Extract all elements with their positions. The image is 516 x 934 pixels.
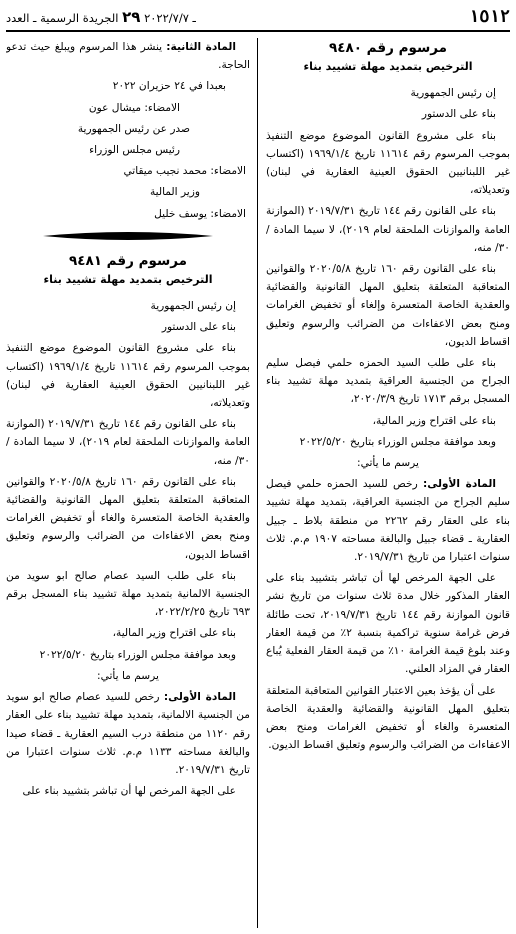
column-divider [257, 38, 258, 928]
paragraph: بناء على القانون رقم ١٦٠ تاريخ ٢٠٢٠/٥/٨ والقوانين المتعاقبة المتعلقة بتعليق المهل القانونية والقضائية والعقدية الخاصة المتعسرة وإلغاء أو تخفيض الغرامات ومنح بعض الاعفاءات من الضرائب والرسوم وتعليق اقساط الديون، [266, 263, 510, 348]
finance-minister-title: وزير المالية [149, 186, 200, 199]
issue-number: ٢٩ [122, 8, 141, 26]
section-divider [6, 229, 250, 243]
gazette-name: الجريدة الرسمية ـ العدد [6, 11, 119, 25]
issue-date: ـ ٢٠٢٢/٧/٧ [144, 11, 196, 25]
article-label: المادة الثانية: [166, 41, 236, 53]
decree-title: مرسوم رقم ٩٤٨١ [69, 252, 187, 269]
article-one [266, 475, 510, 566]
decree-title: مرسوم رقم ٩٤٨٠ [329, 40, 447, 56]
signature-finance: الامضاء: يوسف خليل [154, 207, 246, 220]
decree-subtitle: الترخيص بتمديد مهلة تشييد بناء [43, 272, 213, 286]
paragraph: بناء على اقتراح وزير المالية، [372, 414, 496, 427]
signature-president: الامضاء: ميشال عون [88, 101, 180, 114]
paragraph: على الجهة المرخص لها أن تباشر بتشييد بناء على العقار المذكور خلال مدة ثلاث سنوات من تاريخ نشر قانون الموازنة رقم ١٤٤ تاريخ ٢٠١٩/٧/٣١، تحت طائلة فرض غرامة سنوية تراكمية بنسبة ٢٪ من قيمة العقار وعند بلوغ قيمة الغرامة ١٠٪ من قيمة العقار الفعلية يُباع العقار في المزاد العلني. [266, 572, 510, 676]
decree-subtitle: الترخيص بتمديد مهلة تشييد بناء [303, 60, 473, 73]
pm-title: رئيس مجلس الوزراء [89, 144, 180, 157]
paragraph: بناء على مشروع القانون الموضوع موضع التنفيذ بموجب المرسوم رقم ١١٦١٤ تاريخ ١٩٦٩/١/٤ (اكتساب غير اللبنانيين الحقوق العينية العقارية في لبنان) وتعديلاته، [6, 342, 250, 410]
issued-by: صدر عن رئيس الجمهورية [77, 122, 190, 135]
paragraph: وبعد موافقة مجلس الوزراء بتاريخ ٢٠٢٢/٥/٢٠ [299, 435, 496, 448]
left-column [6, 38, 250, 928]
paragraph: بناء على طلب السيد الحمزه حلمي فيصل سليم الجراح من الجنسية العراقية بتمديد مهلة تشييد بناء المسجل برقم ١٧١٣ تاريخ ٢٠٢٠/٣/٩، [266, 357, 510, 406]
signature-pm: الامضاء: محمد نجيب ميقاتي [123, 165, 246, 178]
divider-ornament [43, 230, 213, 242]
gazette-issue-line [6, 8, 196, 26]
article-text: رخص للسيد الحمزه حلمي فيصل سليم الجراح من الجنسية العراقية، بتمديد مهلة تشييد بناء على العقار رقم ٢٢٦٢ من منطقة بلاط ـ جبيل العقارية ـ قضاء جبيل والبالغة مساحته ١٩٠٧ م.م. ثلاث سنوات اعتبارا من تاريخ ٢٠١٩/٧/٣١. [266, 478, 510, 564]
paragraph: بناء على الدستور [421, 108, 496, 121]
article-two [6, 38, 250, 74]
article-label: المادة الأولى: [422, 478, 496, 491]
paragraph: بناء على طلب السيد عصام صالح ابو سويد من الجنسية الالمانية بتمديد مهلة تشييد بناء المسجل برقم ٦٩٣ تاريخ ٢٠٢٢/٢/٢٥، [6, 569, 250, 619]
article-one [6, 688, 250, 779]
right-column [266, 38, 510, 928]
paragraph: بناء على الدستور [161, 321, 236, 334]
article-text: ينشر هذا المرسوم ويبلغ حيث تدعو الحاجة. [6, 41, 250, 72]
paragraph: بناء على القانون رقم ١٤٤ تاريخ ٢٠١٩/٧/٣١ (الموازنة العامة والموازنات الملحقة لعام ٢٠١٩)، لا سيما المادة /٣٠/ منه، [6, 418, 250, 467]
paragraph: إن رئيس الجمهورية [150, 300, 236, 313]
article-label: المادة الأولى: [163, 691, 237, 704]
paragraph: على أن يؤخذ بعين الاعتبار القوانين المتعاقبة المتعلقة بتعليق المهل القانونية والقضائية والعقدية الخاصة المتعسرة والغاء أو تخفيض الغرامات ومنح بعض الاعفاءات من الضرائب والرسوم وتعليق اقساط الديون. [266, 684, 510, 752]
paragraph: بناء على القانون رقم ١٤٤ تاريخ ٢٠١٩/٧/٣١ (الموازنة العامة والموازنات الملحقة لعام ٢٠١٩)، لا سيما المادة /٣٠/ منه، [266, 205, 510, 254]
page-header [6, 4, 510, 32]
paragraph: بناء على مشروع القانون الموضوع موضع التنفيذ بموجب المرسوم رقم ١١٦١٤ تاريخ ١٩٦٩/١/٤ (اكتساب غير اللبنانيين الحقوق العينية العقارية في لبنان) وتعديلاته، [266, 129, 510, 197]
paragraph: وبعد موافقة مجلس الوزراء بتاريخ ٢٠٢٢/٥/٢٠ [39, 648, 236, 661]
paragraph: بناء على القانون رقم ١٦٠ تاريخ ٢٠٢٠/٥/٨ والقوانين المتعاقبة المتعلقة بتعليق المهل القانونية والقضائية والعقدية الخاصة المتعسرة والغاء أو تخفيض الغرامات ومنح بعض الاعفاءات من الضرائب والرسوم وتعليق اقساط الديون، [6, 475, 250, 561]
paragraph: بناء على اقتراح وزير المالية، [112, 627, 236, 640]
decree-clause: يرسم ما يأتي: [357, 457, 419, 470]
article-text: رخص للسيد عصام صالح ابو سويد من الجنسية الالمانية، بتمديد مهلة تشييد بناء على العقار رقم ١١٢٠ من منطقة درب السيم العقارية ـ قضاء صيدا والبالغة مساحته ١١٣٣ م.م. ثلاث سنوات اعتبارا من تاريخ ٢٠١٩/٧/٣١. [6, 691, 250, 776]
page-number: ١٥١٢ [469, 7, 510, 27]
date-line: بعبدا في ٢٤ حزيران ٢٠٢٢ [112, 80, 226, 93]
paragraph: على الجهة المرخص لها أن تباشر بتشييد بناء على [22, 785, 236, 798]
decree-clause: يرسم ما يأتي: [97, 669, 159, 682]
paragraph: إن رئيس الجمهورية [410, 87, 496, 100]
